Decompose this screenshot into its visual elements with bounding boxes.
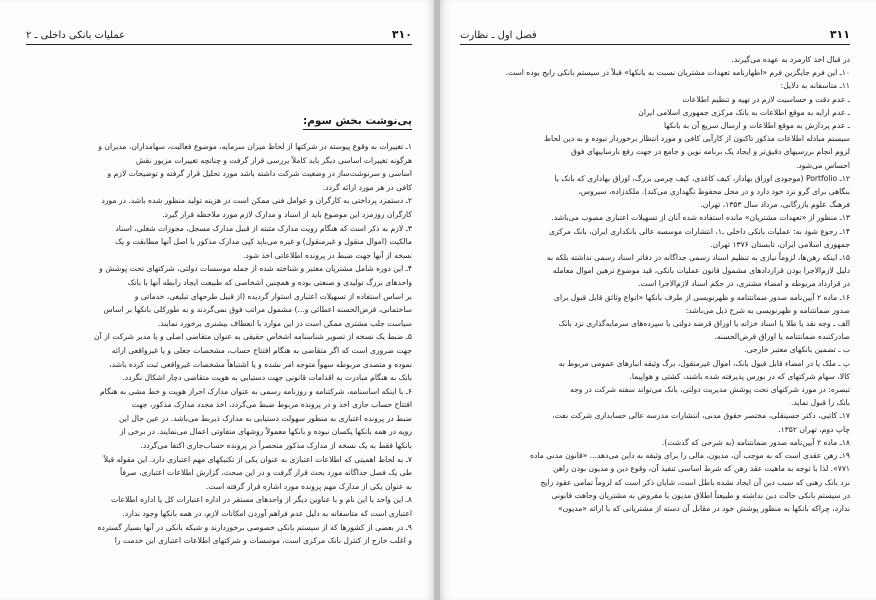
text-line: ندارد، چراکه بانکها به منظور پوشش خود در مقابل آن دسته از مشتریانی که با ارائه «مدیون» xyxy=(557,503,850,513)
text-line: ۱۹ـ رهن عقدی است که به موجب آن، مدیون، مالی را برای وثیقه به داین می‌دهد... «قانون مدنی ماده xyxy=(530,451,850,461)
text-line: پ ـ ملک یا در امضاء قابل قبول بانک، اموال غیرمنقول، برگ وثیقه انبارهای عمومی مربوط به xyxy=(558,358,850,368)
text-line: ۱۲ـ Portfolio (موجودی اوراق بهادار، کیف کاغذی، کیف چرمی بزرگ، اوراق بهاداری که بانک یا xyxy=(554,173,850,183)
right-page xyxy=(440,0,876,600)
text-line: ۷۷۱». لذا با توجه به ماهیت عقد رهن که شرط اساسی تنفیذ آن، وقوع دین و مدیون بودن راهن xyxy=(553,464,850,474)
text-line: چاپ دوم، تهران ۱۳۵۲. xyxy=(778,424,850,434)
text-line: نموده و متصدی مربوطه سهواً متوجه امر نشده و یا اشتباهاً مشخصات غیرواقعی ثبت کرده باشد، xyxy=(109,359,412,369)
text-line: ۱۳ـ منظور از «تعهدات مشتریان» مانده استفاده شده آنان از تسهیلات اعتباری مصوب می‌باشد. xyxy=(551,213,850,223)
text-line: سیاست جلب مشتری ممکن است در این موارد با انعطاف بیشتری برخورد نمایند. xyxy=(157,318,412,328)
text-line: ب ـ تضمین بانکهای معتبر خارجی. xyxy=(744,345,850,355)
text-line: ۶ـ با اینکه اساسنامه، شرکتنامه و روزنامه رسمی به عنوان مدارک احراز هویت و خط مشی به هنگام xyxy=(99,386,412,396)
text-line: جمهوری اسلامی ایران، تابستان ۱۳۷۶ تهران. xyxy=(710,239,850,249)
text-line: در سیستم بانکی حالت دین نداشته و طبیعتاً اطلاق مدیون یا مقروض به مشتریان وجاهت قانونی xyxy=(551,490,850,500)
text-line: اعتباری است که متاسفانه به دلیل عدم فراهم آوردن امکانات لازم، در همه بانکها وجود ندارد. xyxy=(122,509,412,519)
text-line: الف ـ وجه نقد یا طلا یا اسناد خزانه یا اوراق قرضه دولتی یا سپرده‌های سرمایه‌گذاری نزد بانک xyxy=(558,319,850,329)
text-line: رویه در همه بانکها یکسان نبوده و بانکها معمولاً روشهای متفاوتی اعمال می‌نمایند. در برخی از xyxy=(119,427,412,437)
text-line: به عنوان یکی از مدارک مهم پرونده مورد اشاره قرار گرفته است. xyxy=(205,481,412,491)
text-line: ـ عدم دقت و حساسیت لازم در تهیه و تنظیم اطلاعات xyxy=(682,94,850,104)
text-line: ۱۰ـ این فرم جایگزین فرم «اظهارنامه تعهدات مشتریان نسبت به بانکها» قبلاً در سیستم بانکی رایج بوده است. xyxy=(505,68,850,78)
text-line: تبصره: در مورد شرکتهای تحت پوشش مدیریت دولتی، بانک می‌تواند سفته شرکت در وجه xyxy=(570,385,850,395)
text-line: در قرارداد مربوطه و امضاء مشتری، در حکم اسناد لازم‌الاجرا است. xyxy=(637,279,850,289)
endnotes-text xyxy=(460,53,850,515)
text-line: جهت ضروری است که اگر متقاضی به هنگام افتتاح حساب، مشخصات جعلی و یا غیرواقعی ارائه xyxy=(111,345,412,355)
text-line: نزد بانک رهنی که سبب دین آن ایجاد نشده باطل است، شایان ذکر است که لزوماً تمامی عقود رایج xyxy=(540,477,850,487)
running-title: فصل اول ـ نظارت xyxy=(460,30,537,41)
text-line: هرگونه تغییرات اساسی دیگر باید کاملاً بررسی قرار گرفت و چنانچه تغییرات مزبور نقش xyxy=(135,155,412,165)
text-line: ۲ـ دستمزد پرداختی به کارگران و عوامل فنی ممکن است در هزینه تولید منظور شده باشد. در مورد xyxy=(101,196,412,206)
text-line: بر اساس استفاده از تسهیلات اعتباری استوار گردیده (از قبیل طرحهای تبلیغی، خدماتی و xyxy=(134,291,412,301)
text-line: ۷ـ به لحاظ اهمیتی که اطلاعات اعتباری به عنوان یکی از تکنیکهای مهم اعتباری دارد. این مقوله قبلاً xyxy=(103,454,412,464)
text-line: بانک به هنگام مبادرت به اقدامات قانونی جهت دستیابی به هویت متقاضی دچار اشکال نگردد. xyxy=(122,373,412,383)
text-line: ۱۶ـ ماده ۲ آیین‌نامه صدور ضمانتنامه و ظهرنویسی از طرف بانکها «انواع وثائق قابل قبول برای xyxy=(554,292,850,302)
text-line: نسخه از آنها جهت ضبط در پرونده اطلاعاتی اخذ شود. xyxy=(243,250,412,260)
section-title: پی‌نوشت بخش سوم: xyxy=(303,115,412,130)
text-line: ۱۸ـ ماده ۲ آیین‌نامه صدور ضمانتنامه (به شرحی که گذشت). xyxy=(661,437,850,447)
text-line: ۱۷ـ کاتبی، دکتر حسینقلی، مختصر حقوق مدنی، انتشارات مدرسه عالی حسابداری شرکت نفت، xyxy=(552,411,850,421)
left-page xyxy=(0,0,434,600)
text-line: اساسی و سرنوشت‌ساز در وضعیت شرکت داشته باشد مورد تحلیل قرار گرفته و توضیحات لازم و xyxy=(107,169,412,179)
text-line: کالا، سهام شرکتهای که در بورس پذیرفته شده باشند، کشتی و هواپیما. xyxy=(629,371,850,381)
text-line: صادرکننده ضمانتنامه یا اوراق قرض‌الحسنه. xyxy=(714,332,850,342)
text-line: مالکیت (اموال منقول و غیرمنقول) و غیره می‌باید کپی مدارک مذکور با اصل آنها مطابقت و یک xyxy=(115,237,412,247)
running-title: عملیات بانکی داخلی ـ ۲ xyxy=(26,30,126,41)
text-line: ۵ـ ضبط یک نسخه از تصویر شناسنامه اشخاص حقیقی به عنوان متقاضی اصلی و یا مدیر شرکت از آن xyxy=(94,332,412,342)
text-line: ۱۱ـ متاسفانه به دلایل: xyxy=(780,81,850,91)
text-line: بانکها فقط به یک نسخه از مدارک مذکور منحصراً در پرونده حساب‌جاری اکتفا می‌گردد. xyxy=(140,441,412,451)
text-line: ساختمانی، قرض‌الحسنه اعطائی و...) مشمول مراتب فوق نمی‌گردند و به طورکلی بانکها بر اساس xyxy=(103,305,412,315)
text-line: ۹ـ در بعضی از کشورها که از سیستم بانکی خصوصی برخوردارند و شبکه بانکی در آنها بسیار گسترده xyxy=(97,522,412,532)
text-line: کافی در هر مورد ارائه گردد. xyxy=(322,182,412,192)
text-line: ـ عدم ارایه به موقع اطلاعات به بانک مرکزی جمهوری اسلامی ایران xyxy=(638,107,850,117)
text-line: ۴ـ این دوره شامل مشتریان معتبر و شناخته شده از جمله موسسات دولتی، شرکتهای تحت پوشش و xyxy=(99,264,412,274)
page-header xyxy=(460,28,850,45)
text-line: ۸ـ این واحد یا این نام و با عناوین دیگر از واحدهای مستقر در اداره اعتبارات کل یا اداره اطلاعات xyxy=(110,495,412,505)
endnotes-text xyxy=(26,140,412,548)
text-line: افتتاح حساب جاری اخذ و در پرونده مربوط ضبط می‌گردد، اخذ مجدد مدارک مذکور، جهت xyxy=(131,400,412,410)
text-line: بنگاهی برای گرو نزد خود دارد و در محل محفوظ نگهداری می‌کند). ملکدزاده، سیروس، xyxy=(578,187,850,197)
text-line: ۱۴ـ رجوع شود به: عملیات بانکی داخلی ـ۱، انتشارات موسسه عالی بانکداری ایران، بانک مرکزی xyxy=(548,226,850,236)
page-number: ۳۱۱ xyxy=(829,28,850,41)
text-line: صدور ضمانتنامه و ظهرنویسی به شرح ذیل می‌باشد: xyxy=(685,305,850,315)
text-line: فرهنگ علوم بازرگانی، مرداد سال ۱۳۵۳، تهران. xyxy=(700,200,850,210)
text-line: واحدهای بزرگ تولیدی و صنعتی بوده و همچنین اشخاصی که طبیعت ایجاد رابطه آنها با بانک xyxy=(127,277,412,287)
text-line: ۳ـ لازم به ذکر است که هنگام رویت مدارک مثبته از قبیل مدارک مسجل، مجوزات شغلی، اسناد xyxy=(115,223,412,233)
text-line: در قبال اخذ کارمزد به عهده می‌گیرند. xyxy=(731,55,850,64)
text-line: بانک را قبول نماید. xyxy=(790,398,850,408)
text-line: ۱۵ـ اینکه رهن‌ها، لزوماً نیازی به تنظیم اسناد رسمی جداگانه در دفاتر اسناد رسمی نداشته بلکه به xyxy=(546,253,850,263)
text-line: لزوم انجام بررسیهای دقیق‌تر و ایجاد یک برنامه نوین و جامع در جهت رفع نارساییهای فوق xyxy=(571,147,850,157)
text-line: و اغلب خارج از کنترل بانک مرکزی است، موسسات و شرکتهای اطلاعات اعتباری این خدمت را xyxy=(114,536,412,546)
text-line: احساس می‌شود. xyxy=(795,160,850,170)
text-line: دلیل لازم‌الاجرا بودن قراردادهای مشمول قانون عملیات بانکی، قید موضوع ترهین اموال معامله xyxy=(552,266,850,276)
text-line: ـ عدم پردازش به موقع اطلاعات و ارسال سریع آن به بانکها xyxy=(663,121,850,131)
text-line: طی یک فصل جداگانه مورد بحث قرار گرفت و در این مبحث، گزارش اطلاعات اعتباری، صرفاً xyxy=(120,468,412,478)
text-line: کارگران روزمزد این موضوع باید از اسناد و مدارک لازم مورد ملاحظه قرار گیرد. xyxy=(162,209,412,219)
page-number: ۳۱۰ xyxy=(391,28,412,41)
text-line: سیستم مبادله اطلاعات مذکور تاکنون از کارآیی کافی و مورد انتظار برخوردار نبوده و به دین لحاظ xyxy=(544,134,850,144)
page-header xyxy=(26,28,412,45)
text-line: ضبط در پرونده اعتباری به منظور سهولت دستیابی به مدارک ذیربط می‌باشد. در عین حال این xyxy=(119,413,412,423)
text-line: ۱ـ تغییرات به وقوع پیوسته در شرکتها از لحاظ میزان سرمایه، موضوع فعالیت، سهامداران، مدیران و xyxy=(98,142,412,151)
